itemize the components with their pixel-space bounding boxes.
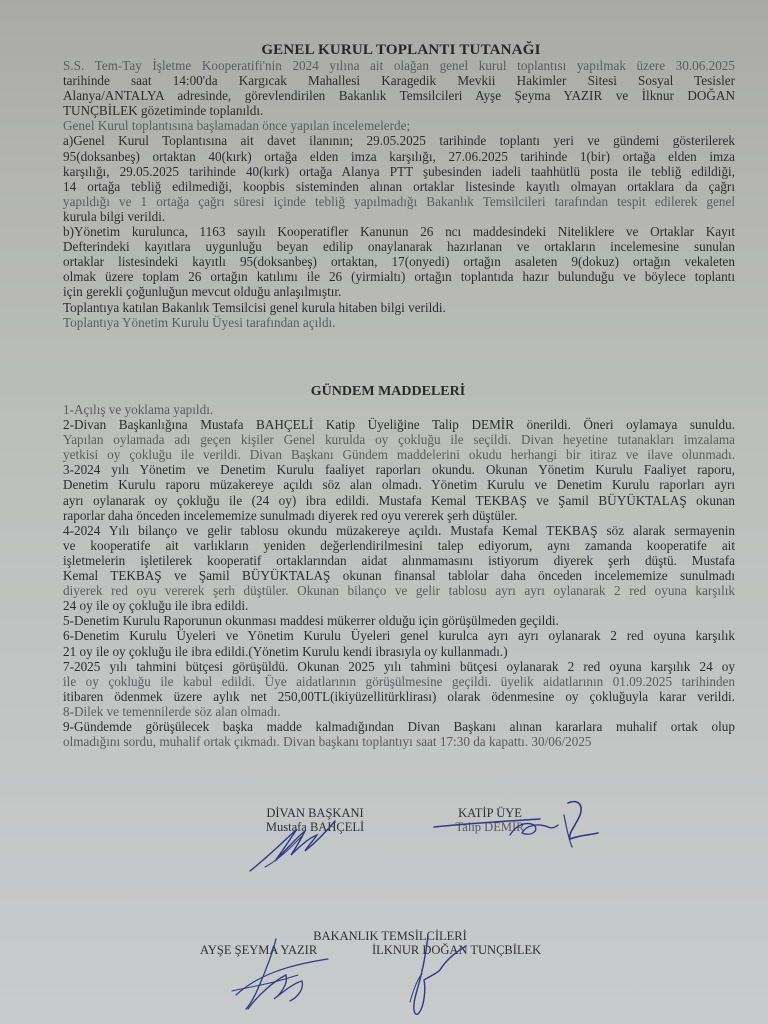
agenda-line: işletmelerin işletilerek kooperatif ortaklarından aidat alınmamasını istiyorum diyerek şerh düştü. Mustafa	[63, 552, 735, 568]
intro-line: yapıldığı ve 1 ortağa çağrı süresi içinde tebliğ yapılmadığı Bakanlık Temsilcileri tarafından tespit edilerek genel	[63, 193, 735, 209]
katip-uye-name: Talip DEMİR	[455, 820, 525, 834]
intro-line: TUNÇBİLEK gözetiminde toplanıldı.	[63, 103, 264, 119]
intro-line: b)Yönetim kurulunca, 1163 sayılı Kooperatifler Kanunun 26 ncı maddesindeki Niteliklere ve Ortaklar Kayıt	[63, 224, 735, 240]
agenda-line: yetkisi oy çokluğu ile verildi. Divan Başkanı Gündem maddelerini okudu herhangi bir itiraz ve ilave olunmadı.	[63, 447, 735, 463]
agenda-line: 5-Denetim Kurulu Raporunun okunması maddesi mükerrer olduğu için görüşülmeden geçildi.	[63, 613, 559, 629]
intro-line: Defterindeki kayıtlara uygunluğu beyan edilip onaylanarak hazırlanan ve ortakların incelemesine sunulan	[63, 239, 735, 255]
agenda-line: 2-Divan Başkanlığına Mustafa BAHÇELİ Katip Üyeliğine Talip DEMİR önerildi. Öneri oylamaya sunuldu.	[63, 417, 735, 433]
agenda-line: olmadığını sordu, muhalif ortak çıkmadı. Divan başkanı toplantıyı saat 17:30 da kapattı. 30/06/2025	[63, 734, 592, 750]
agenda-line: 24 oy ile oy çokluğu ile ibra edildi.	[63, 598, 249, 614]
intro-line: tarihinde saat 14:00'da Kargıcak Mahallesi Karagedik Mevkii Hakimler Sitesi Sosyal Tesisler	[63, 73, 735, 89]
signature-temsilci-1	[228, 935, 348, 1015]
divan-baskani-name: Mustafa BAHÇELİ	[265, 820, 365, 834]
intro-section	[63, 58, 735, 330]
temsilci-2-name: İLKNUR DOĞAN TUNÇBİLEK	[372, 943, 542, 957]
intro-line: Alanya/ANTALYA adresinde, görevlendirilen Bakanlık Temsilcileri Ayşe Şeyma YAZIR ve İlknur DOĞAN	[63, 88, 735, 104]
intro-line: olmak üzere toplam 26 ortağın katılımı ile 26 (yirmialtı) ortağın toplantıda hazır bulunduğu ve böylece toplantı	[63, 269, 735, 285]
agenda-line: Kemal TEKBAŞ ve Şamil BÜYÜKTALAŞ okunan finansal tablolar daha önceden incelememize sunulmadı	[63, 568, 735, 584]
agenda-line: raporlar daha önceden incelememize sunulmadı diyerek red oyu vererek şerh düştüler.	[63, 507, 518, 523]
signature-temsilci-2	[400, 930, 490, 1020]
intro-line: Toplantıya katılan Bakanlık Temsilcisi genel kurula hitaben bilgi verildi.	[63, 299, 446, 315]
intro-line: karşılığı, 29.05.2025 tarihinde 40(kırk) ortağa Alanya PTT şubesinden iadeli taahhütlü posta ile tebliğ edildiği,	[63, 163, 735, 179]
temsilci-1-name: AYŞE ŞEYMA YAZIR	[200, 943, 318, 957]
agenda-line: 7-2025 yılı tahmini bütçesi görüşüldü. Okunan 2025 yılı tahmini bütçesi oylanarak 2 red oyuna karşılık 24 oy	[63, 658, 735, 674]
agenda-line: 6-Denetim Kurulu Üyeleri ve Yönetim Kurulu Üyeleri genel kurulca ayrı ayrı oylanarak 2 red oyuna karşılık	[63, 628, 735, 644]
intro-line: kurula bilgi verildi.	[63, 208, 166, 224]
agenda-line: itibaren ödenmek üzere aylık net 250,00TL(ikiyüzellitürklirası) olarak ödenmesine oy çokluğuyla karar verildi.	[63, 688, 735, 704]
agenda-line: ve kooperatife ait varlıkların yeniden değerlendirilmesini talep ediyorum, aynı zamanda kooperatife ait	[63, 537, 735, 553]
agenda-line: 4-2024 Yılı bilanço ve gelir tablosu okundu müzakereye açıldı. Mustafa Kemal TEKBAŞ söz alarak sermayenin	[63, 522, 735, 538]
intro-line: Toplantıya Yönetim Kurulu Üyesi tarafından açıldı.	[63, 314, 336, 330]
agenda-line: ayrı oylanarak oy çokluğu ile (24 oy) ibra edildi. Mustafa Kemal TEKBAŞ ve Şamil BÜYÜKTALAŞ okunan	[63, 492, 735, 508]
signature-katip-uye	[430, 795, 600, 855]
signature-divan-baskani	[245, 815, 355, 875]
bakanlik-title: BAKANLIK TEMSİLCİLERİ	[313, 929, 467, 943]
agenda-line: Yapılan oylamada adı geçen kişiler Genel kurulda oy çokluğu ile seçildi. Divan heyetine tutanakları imzalama	[63, 432, 735, 448]
document-title: GENEL KURUL TOPLANTI TUTANAĞI	[261, 42, 541, 58]
intro-line: 14 ortağa tebliğ edilmediği, koopbis sisteminden alınan ortaklar listesinde kayıtlı olmayan ortaklara da çağrı	[63, 178, 735, 194]
agenda-line: diyerek red oyu vererek şerh düştüler. Okunan bilanço ve gelir tablosu ayrı ayrı oylanarak 2 red oyuna karşılık	[63, 583, 735, 599]
agenda-section	[63, 402, 735, 749]
intro-line: S.S. Tem-Tay İşletme Kooperatifi'nin 2024 yılına ait olağan genel kurul toplantısı yapılmak üzere 30.06.2025	[63, 58, 735, 73]
agenda-line: 9-Gündemde görüşülecek başka madde kalmadığından Divan Başkanı alınan kararlara muhalif ortak olup	[63, 718, 735, 734]
agenda-line: 21 oy ile oy çokluğu ile ibra edildi.(Yönetim Kurulu kendi ibrasıyla oy kullanmadı.)	[63, 643, 508, 659]
intro-line: için gerekli çoğunluğun mevcut olduğu anlaşılmıştır.	[63, 284, 342, 300]
intro-line: a)Genel Kurul Toplantısına ait davet ilanının; 29.05.2025 tarihinde toplantı yeri ve gündemi gösterilerek	[63, 133, 735, 149]
agenda-line: 8-Dilek ve temennilerde söz alan olmadı.	[63, 703, 281, 719]
agenda-line: Denetim Kurulu raporu müzakereye açıldı söz alan olmadı. Yönetim Kurulu ve Denetim Kurulu raporları ayrı	[63, 477, 735, 493]
agenda-line: 3-2024 yılı Yönetim ve Denetim Kurulu faaliyet raporları okundu. Okunan Yönetim Kurulu Faaliyet raporu,	[63, 462, 735, 478]
agenda-line: ile oy çokluğu ile kabul edildi. Üye aidatlarının görüşülmesine geçildi. üyelik aidatlarının 01.09.2025 tarihinden	[63, 673, 735, 689]
katip-uye-title: KATİP ÜYE	[458, 806, 522, 820]
intro-line: 95(doksanbeş) ortaktan 40(kırk) ortağa elden imza karşılığı, 27.06.2025 tarihinde 1(bir) ortağa elden imza	[63, 148, 735, 164]
agenda-line: 1-Açılış ve yoklama yapıldı.	[63, 402, 214, 417]
intro-line: ortaklar listesindeki kayıtlı 95(doksanbeş) ortaktan, 17(onyedi) ortağın asaleten 9(dokuz) ortağın vekaleten	[63, 254, 735, 270]
intro-line: Genel Kurul toplantısına başlamadan önce yapılan incelemelerde;	[63, 118, 411, 134]
agenda-heading: GÜNDEM MADDELERİ	[310, 384, 466, 399]
divan-baskani-title: DİVAN BAŞKANI	[266, 806, 364, 820]
